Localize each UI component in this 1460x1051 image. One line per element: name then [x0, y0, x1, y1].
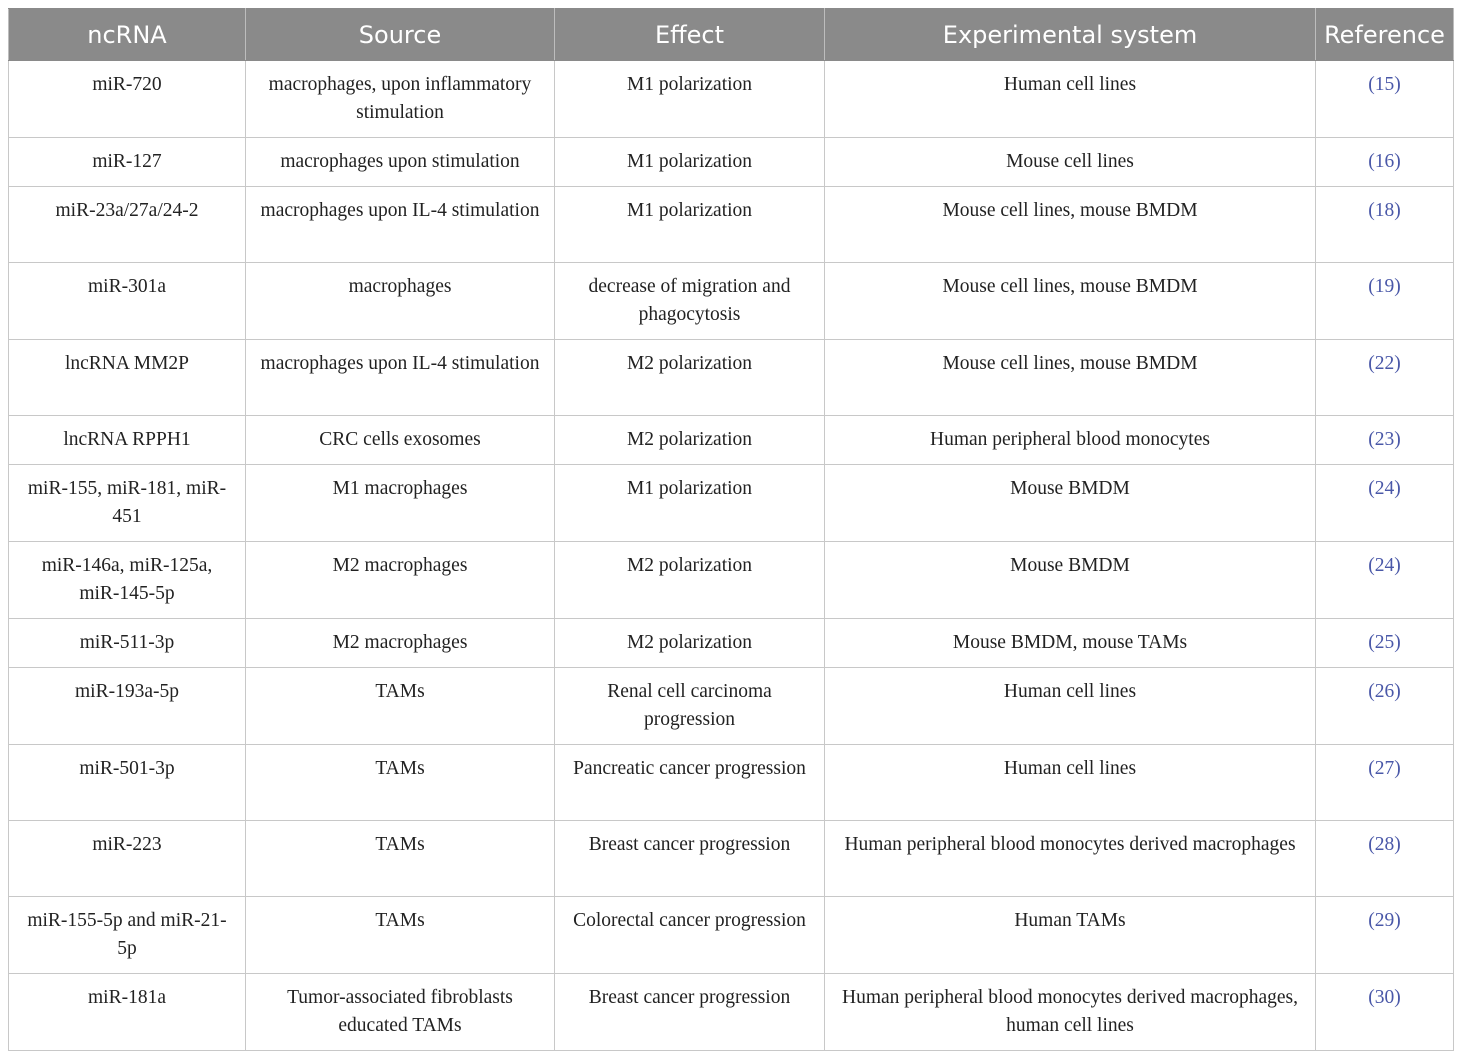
cell-source: M1 macrophages — [246, 465, 555, 542]
table-row — [9, 897, 1454, 974]
table-row — [9, 974, 1454, 1051]
table-header-row — [9, 9, 1454, 61]
cell-effect: M1 polarization — [555, 138, 825, 187]
table-row — [9, 465, 1454, 542]
cell-effect: Breast cancer progression — [555, 821, 825, 897]
cell-reference: (25) — [1316, 619, 1454, 668]
cell-source: M2 macrophages — [246, 619, 555, 668]
table-row — [9, 187, 1454, 263]
cell-reference: (24) — [1316, 542, 1454, 619]
cell-source: Tumor-associated fibroblasts educated TAMs — [246, 974, 555, 1051]
cell-system: Mouse cell lines, mouse BMDM — [825, 187, 1316, 263]
table-row — [9, 619, 1454, 668]
reference-link[interactable]: 30 — [1374, 987, 1395, 1008]
reference-link[interactable]: 22 — [1374, 353, 1395, 374]
cell-ncrna: miR-146a, miR-125a, miR-145-5p — [9, 542, 246, 619]
cell-reference: (30) — [1316, 974, 1454, 1051]
table-row — [9, 61, 1454, 138]
table-row — [9, 138, 1454, 187]
cell-ncrna: miR-127 — [9, 138, 246, 187]
cell-system: Mouse cell lines, mouse BMDM — [825, 263, 1316, 340]
cell-effect: M1 polarization — [555, 187, 825, 263]
cell-effect: decrease of migration and phagocytosis — [555, 263, 825, 340]
header-reference: Reference — [1316, 9, 1454, 61]
reference-link[interactable]: 24 — [1374, 555, 1395, 576]
cell-effect: M1 polarization — [555, 61, 825, 138]
cell-ncrna: miR-720 — [9, 61, 246, 138]
cell-source: macrophages upon IL-4 stimulation — [246, 340, 555, 416]
table-row — [9, 340, 1454, 416]
cell-source: macrophages upon IL-4 stimulation — [246, 187, 555, 263]
cell-source: macrophages — [246, 263, 555, 340]
cell-reference: (15) — [1316, 61, 1454, 138]
cell-system: Human TAMs — [825, 897, 1316, 974]
cell-reference: (16) — [1316, 138, 1454, 187]
header-experimental-system: Experimental system — [825, 9, 1316, 61]
cell-reference: (22) — [1316, 340, 1454, 416]
cell-source: macrophages, upon inflammatory stimulation — [246, 61, 555, 138]
cell-reference: (24) — [1316, 465, 1454, 542]
cell-source: TAMs — [246, 668, 555, 745]
cell-reference: (29) — [1316, 897, 1454, 974]
table-row — [9, 542, 1454, 619]
cell-reference: (18) — [1316, 187, 1454, 263]
reference-link[interactable]: 26 — [1374, 681, 1395, 702]
header-effect: Effect — [555, 9, 825, 61]
cell-ncrna: lncRNA MM2P — [9, 340, 246, 416]
cell-system: Human cell lines — [825, 61, 1316, 138]
reference-link[interactable]: 18 — [1374, 200, 1395, 221]
cell-system: Human cell lines — [825, 668, 1316, 745]
cell-ncrna: miR-193a-5p — [9, 668, 246, 745]
reference-link[interactable]: 23 — [1374, 429, 1395, 450]
table-row — [9, 263, 1454, 340]
table-row — [9, 416, 1454, 465]
cell-reference: (27) — [1316, 745, 1454, 821]
cell-system: Mouse BMDM — [825, 465, 1316, 542]
cell-effect: M2 polarization — [555, 340, 825, 416]
cell-source: macrophages upon stimulation — [246, 138, 555, 187]
cell-effect: M2 polarization — [555, 619, 825, 668]
reference-link[interactable]: 28 — [1374, 834, 1395, 855]
table-row — [9, 821, 1454, 897]
cell-source: TAMs — [246, 897, 555, 974]
cell-source: TAMs — [246, 745, 555, 821]
cell-system: Human peripheral blood monocytes — [825, 416, 1316, 465]
reference-link[interactable]: 19 — [1374, 276, 1395, 297]
cell-ncrna: miR-501-3p — [9, 745, 246, 821]
cell-reference: (19) — [1316, 263, 1454, 340]
cell-effect: Renal cell carcinoma progression — [555, 668, 825, 745]
cell-effect: M2 polarization — [555, 416, 825, 465]
table-row — [9, 668, 1454, 745]
cell-system: Human peripheral blood monocytes derived macrophages, human cell lines — [825, 974, 1316, 1051]
cell-system: Mouse BMDM, mouse TAMs — [825, 619, 1316, 668]
cell-reference: (28) — [1316, 821, 1454, 897]
cell-system: Mouse cell lines — [825, 138, 1316, 187]
cell-effect: Pancreatic cancer progression — [555, 745, 825, 821]
cell-source: M2 macrophages — [246, 542, 555, 619]
cell-system: Human peripheral blood monocytes derived macrophages — [825, 821, 1316, 897]
cell-ncrna: miR-181a — [9, 974, 246, 1051]
reference-link[interactable]: 24 — [1374, 478, 1395, 499]
header-source: Source — [246, 9, 555, 61]
cell-reference: (26) — [1316, 668, 1454, 745]
cell-effect: M1 polarization — [555, 465, 825, 542]
reference-link[interactable]: 29 — [1374, 910, 1395, 931]
cell-effect: M2 polarization — [555, 542, 825, 619]
cell-ncrna: miR-155-5p and miR-21-5p — [9, 897, 246, 974]
reference-link[interactable]: 16 — [1374, 151, 1395, 172]
cell-system: Mouse cell lines, mouse BMDM — [825, 340, 1316, 416]
cell-ncrna: miR-23a/27a/24-2 — [9, 187, 246, 263]
cell-reference: (23) — [1316, 416, 1454, 465]
cell-source: CRC cells exosomes — [246, 416, 555, 465]
reference-link[interactable]: 15 — [1374, 74, 1395, 95]
reference-link[interactable]: 25 — [1374, 632, 1395, 653]
cell-system: Human cell lines — [825, 745, 1316, 821]
cell-ncrna: miR-301a — [9, 263, 246, 340]
ncrna-table — [8, 8, 1454, 1051]
cell-system: Mouse BMDM — [825, 542, 1316, 619]
cell-ncrna: miR-155, miR-181, miR-451 — [9, 465, 246, 542]
cell-source: TAMs — [246, 821, 555, 897]
cell-effect: Breast cancer progression — [555, 974, 825, 1051]
cell-ncrna: miR-511-3p — [9, 619, 246, 668]
header-ncrna: ncRNA — [9, 9, 246, 61]
cell-effect: Colorectal cancer progression — [555, 897, 825, 974]
cell-ncrna: lncRNA RPPH1 — [9, 416, 246, 465]
cell-ncrna: miR-223 — [9, 821, 246, 897]
reference-link[interactable]: 27 — [1374, 758, 1395, 779]
table-row — [9, 745, 1454, 821]
